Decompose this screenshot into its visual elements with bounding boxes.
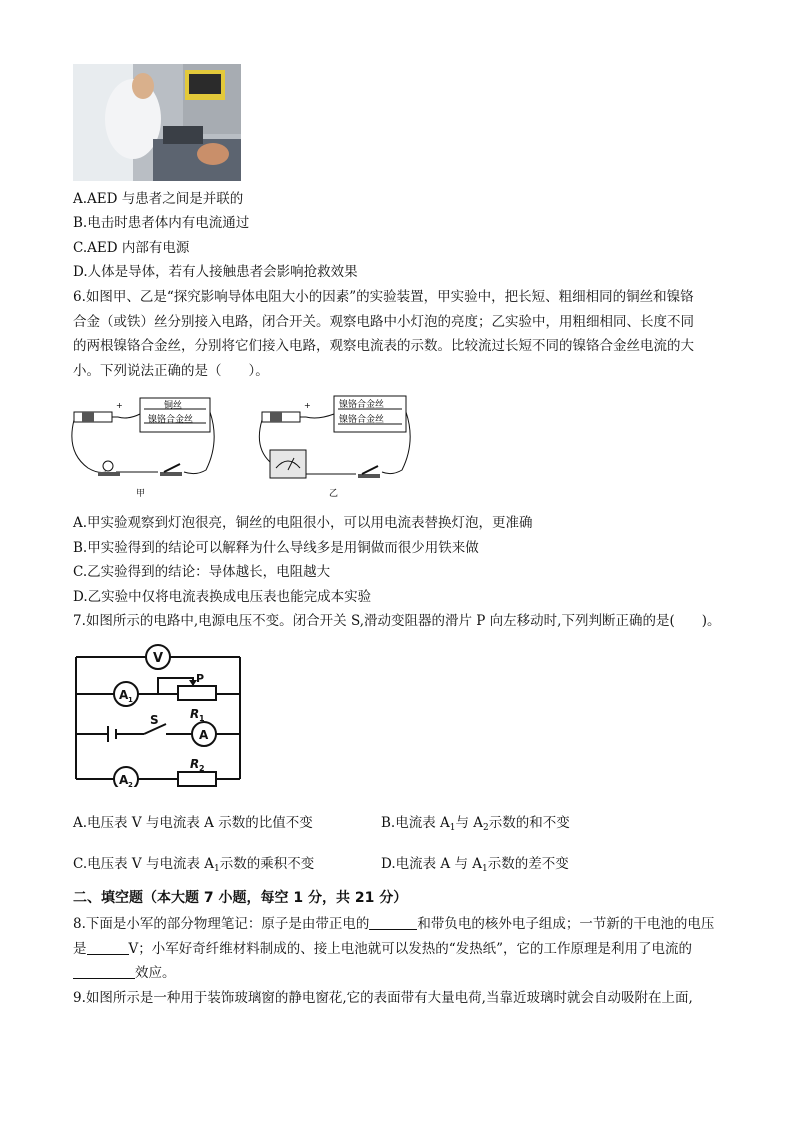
q6-option-b: B.甲实验得到的结论可以解释为什么导线多是用铜做而很少用铁来做 xyxy=(73,540,479,556)
q7-option-b-sub2: 2 xyxy=(483,823,489,833)
q8-blank-2[interactable] xyxy=(87,940,129,955)
q7-option-d-pre: D.电流表 A 与 A xyxy=(381,856,483,872)
q8-line-2-pre: 是 xyxy=(73,941,87,957)
q7-option-b-post: 示数的和不变 xyxy=(488,815,570,831)
q6-option-a: A.甲实验观察到灯泡很亮，铜丝的电阻很小，可以用电流表替换灯泡，更准确 xyxy=(73,515,533,531)
q8-blank-1[interactable] xyxy=(369,915,417,930)
q7-stem: 7.如图所示的电路中,电源电压不变。闭合开关 S,滑动变阻器的滑片 P 向左移动时,下列判断正确的是( )。 xyxy=(73,613,721,629)
q6-figure-yi xyxy=(256,392,416,504)
q7-option-c-post: 示数的乘积不变 xyxy=(219,856,315,872)
q6-stem-line-3: 的两根镍铬合金丝，分别将它们接入电路，观察电流表的示数。比较流过长短不同的镍铬合金丝电流的大 xyxy=(73,338,694,354)
q7-option-c-pre: C.电压表 V 与电流表 A xyxy=(73,856,215,872)
q8-line-3-post: 效应。 xyxy=(135,965,176,981)
q5-option-d: D.人体是导体，若有人接触患者会影响抢救效果 xyxy=(73,264,358,280)
jia-wire-nichrome-label: 镍铬合金丝 xyxy=(148,415,194,425)
q6-figure-jia xyxy=(68,392,218,504)
q7-option-a: A.电压表 V 与电流表 A 示数的比值不变 xyxy=(73,815,313,831)
circuit-voltmeter-label: V xyxy=(153,651,164,666)
svg-text:+: + xyxy=(304,401,311,410)
circuit-r1-label: R xyxy=(190,707,200,721)
q8-line-2 xyxy=(73,940,692,958)
q7-option-d-sub: 1 xyxy=(482,864,488,874)
circuit-ammeter-a2-sub: 2 xyxy=(128,781,133,787)
q5-option-c: C.AED 内部有电源 xyxy=(73,240,190,256)
q6-stem-line-2: 合金（或铁）丝分别接入电路，闭合开关。观察电路中小灯泡的亮度；乙实验中，用粗细相同、长度不同 xyxy=(73,314,694,330)
q8-blank-3[interactable] xyxy=(73,964,135,979)
q7-option-b-sub1: 1 xyxy=(449,823,456,833)
circuit-ammeter-a1-sub: 1 xyxy=(128,696,133,704)
q5-option-a: A.AED 与患者之间是并联的 xyxy=(73,191,244,207)
q5-option-b: B.电击时患者体内有电流通过 xyxy=(73,215,250,231)
jia-switch-icon xyxy=(160,472,182,476)
yi-caption: 乙 xyxy=(329,489,339,499)
q7-option-b xyxy=(381,814,570,837)
q8-line-3 xyxy=(73,964,176,982)
q7-option-d xyxy=(381,855,569,878)
jia-wire-copper-label: 铜丝 xyxy=(164,401,183,411)
q7-option-c xyxy=(73,855,314,878)
jia-bulb-icon xyxy=(103,461,113,471)
section-2-heading: 二、填空题（本大题 7 小题，每空 1 分，共 21 分） xyxy=(73,890,408,906)
circuit-ammeter-a1-label: A xyxy=(119,688,129,702)
aed-photo xyxy=(73,64,241,181)
circuit-ammeter-a-label: A xyxy=(199,728,209,742)
q6-option-d: D.乙实验中仅将电流表换成电压表也能完成本实验 xyxy=(73,589,372,605)
circuit-r1-sub: 1 xyxy=(199,714,205,723)
circuit-ammeter-a2-label: A xyxy=(119,773,129,787)
q8-line-1 xyxy=(73,915,714,933)
yi-ammeter-icon xyxy=(270,450,306,478)
q7-option-b-mid: 与 A xyxy=(455,815,484,831)
q6-option-c: C.乙实验得到的结论：导体越长，电阻越大 xyxy=(73,564,331,580)
circuit-r2-sub: 2 xyxy=(199,764,205,773)
q9-line-1: 9.如图所示是一种用于装饰玻璃窗的静电窗花,它的表面带有大量电荷,当靠近玻璃时就会自动吸附在上面, xyxy=(73,990,693,1006)
aed-photo-drawing xyxy=(73,64,241,181)
q7-option-b-pre: B.电流表 A xyxy=(381,815,450,831)
yi-switch-icon xyxy=(358,474,380,478)
jia-caption: 甲 xyxy=(136,489,146,499)
q8-line-2-post: V；小军好奇纤维材料制成的、接上电池就可以发热的“发热纸”，它的工作原理是利用了电流的 xyxy=(128,941,693,957)
circuit-switch-s-label: S xyxy=(150,713,159,727)
q8-line-1-pre: 8.下面是小军的部分物理笔记：原子是由带正电的 xyxy=(73,916,370,932)
q7-option-d-post: 示数的差不变 xyxy=(487,856,569,872)
circuit-slider-p-label: P xyxy=(196,672,205,685)
q6-stem-line-4: 小。下列说法正确的是（ ）。 xyxy=(73,363,269,379)
circuit-r2-label: R xyxy=(190,757,200,771)
yi-wire-1-label: 镍铬合金丝 xyxy=(339,400,385,410)
svg-text:+: + xyxy=(116,401,123,410)
q7-circuit-diagram xyxy=(68,642,248,787)
yi-wire-2-label: 镍铬合金丝 xyxy=(339,415,385,425)
q6-stem-line-1: 6.如图甲、乙是“探究影响导体电阻大小的因素”的实验装置，甲实验中，把长短、粗细相同的铜丝和镍铬 xyxy=(73,289,694,305)
q7-option-c-sub: 1 xyxy=(214,864,220,874)
q8-line-1-post: 和带负电的核外电子组成；一节新的干电池的电压 xyxy=(417,916,715,932)
